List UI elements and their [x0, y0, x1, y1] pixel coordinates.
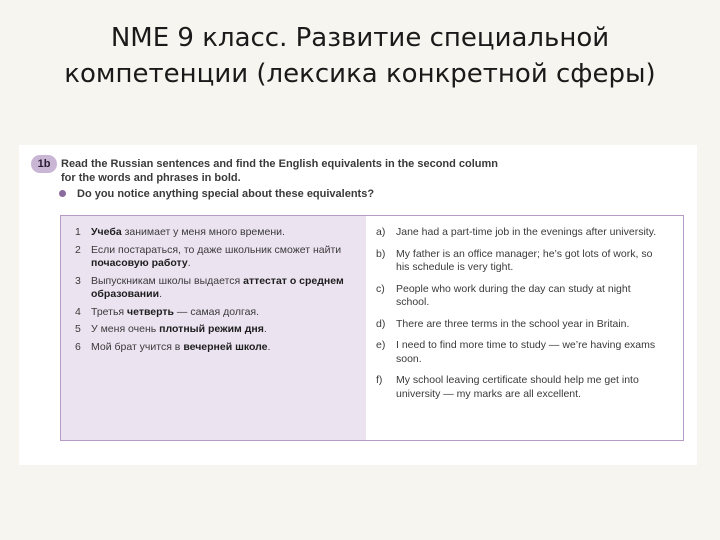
russian-sentence-plain: Третья: [91, 305, 128, 318]
russian-sentence-plain: У меня очень: [91, 323, 160, 335]
english-sentence-item: [376, 283, 683, 310]
bullet-dot-icon: [59, 190, 66, 197]
english-sentence-text: Jane had a part-time job in the evenings after university.: [396, 226, 657, 238]
russian-sentence-keyword: Учеба: [91, 226, 122, 238]
english-sentence-letter: e): [376, 339, 386, 351]
english-sentence-item: [376, 339, 683, 366]
bullet-question-text: Do you notice anything special about these equivalents?: [77, 188, 375, 200]
exercise-instruction: [61, 157, 661, 185]
english-sentences-column: [366, 216, 683, 440]
russian-sentence-text: [91, 306, 361, 320]
russian-sentence-item: [75, 341, 366, 355]
exercise-bullet-question: [61, 187, 374, 201]
english-sentence-text: There are three terms in the school year in Britain.: [396, 317, 630, 330]
russian-sentence-plain: .: [187, 257, 191, 269]
russian-sentence-item: [75, 323, 366, 337]
russian-sentence-text: [91, 341, 361, 355]
russian-sentence-keyword: почасовую работу: [91, 257, 188, 269]
russian-sentence-number: 3: [75, 274, 81, 287]
russian-sentence-keyword: четверть: [127, 305, 175, 318]
english-sentence-letter: c): [376, 282, 385, 295]
slide-title-line-1: NME 9 класс. Развитие специальной: [110, 23, 610, 53]
russian-sentence-item: [75, 226, 366, 240]
slide-title: [0, 20, 720, 92]
russian-sentence-plain: Если постараться, то даже школьник сможет найти: [91, 243, 342, 256]
slide-title-line-2: компетенции (лексика конкретной сферы): [64, 59, 656, 89]
english-sentence-text: I need to find more time to study — we’re having exams soon.: [396, 339, 656, 365]
english-sentence-text: People who work during the day can study at night school.: [396, 282, 631, 308]
english-sentence-item: [376, 318, 683, 332]
english-sentence-text: My school leaving certificate should help me get into university — my marks are all excellent.: [396, 374, 639, 400]
english-sentence-text: My father is an office manager; he’s got lots of work, so his schedule is very tight.: [396, 247, 653, 273]
russian-sentence-number: 2: [75, 243, 81, 256]
russian-sentence-plain: .: [263, 323, 267, 335]
russian-sentence-number: 5: [75, 323, 81, 335]
english-sentence-letter: f): [376, 374, 383, 386]
russian-sentence-item: [75, 306, 366, 320]
russian-sentence-text: [91, 244, 361, 271]
exercise-panel: [19, 145, 697, 465]
english-sentence-item: [376, 374, 683, 401]
russian-sentence-keyword: вечерней школе: [183, 340, 268, 353]
russian-sentence-plain: занимает у меня много времени.: [121, 226, 285, 238]
russian-sentence-text: [91, 323, 361, 337]
russian-sentence-keyword: аттестат о среднем образовании: [91, 274, 344, 300]
instruction-line-2: for the words and phrases in bold.: [61, 172, 241, 184]
russian-sentence-plain: .: [267, 340, 271, 353]
russian-sentence-item: [75, 275, 366, 302]
russian-sentence-number: 4: [75, 305, 81, 318]
matching-table: [60, 215, 684, 441]
russian-sentence-plain: .: [159, 288, 162, 300]
english-sentence-letter: d): [376, 317, 386, 330]
english-sentence-item: [376, 248, 683, 275]
english-sentence-item: [376, 226, 683, 240]
russian-sentence-number: 6: [75, 340, 81, 353]
russian-sentence-plain: Выпускникам школы выдается: [91, 274, 244, 287]
russian-sentence-text: [91, 226, 361, 240]
russian-sentence-plain: Мой брат учится в: [91, 340, 184, 353]
english-sentence-letter: a): [376, 226, 386, 238]
russian-sentences-column: [61, 216, 366, 440]
russian-sentence-plain: — самая долгая.: [174, 305, 260, 318]
russian-sentence-number: 1: [75, 226, 81, 238]
russian-sentence-item: [75, 244, 366, 271]
russian-sentence-text: [91, 275, 361, 302]
english-sentence-letter: b): [376, 247, 386, 260]
russian-sentence-keyword: плотный режим дня: [159, 323, 264, 335]
exercise-badge: 1b: [31, 155, 57, 173]
instruction-line-1: Read the Russian sentences and find the English equivalents in the second column: [61, 158, 499, 170]
